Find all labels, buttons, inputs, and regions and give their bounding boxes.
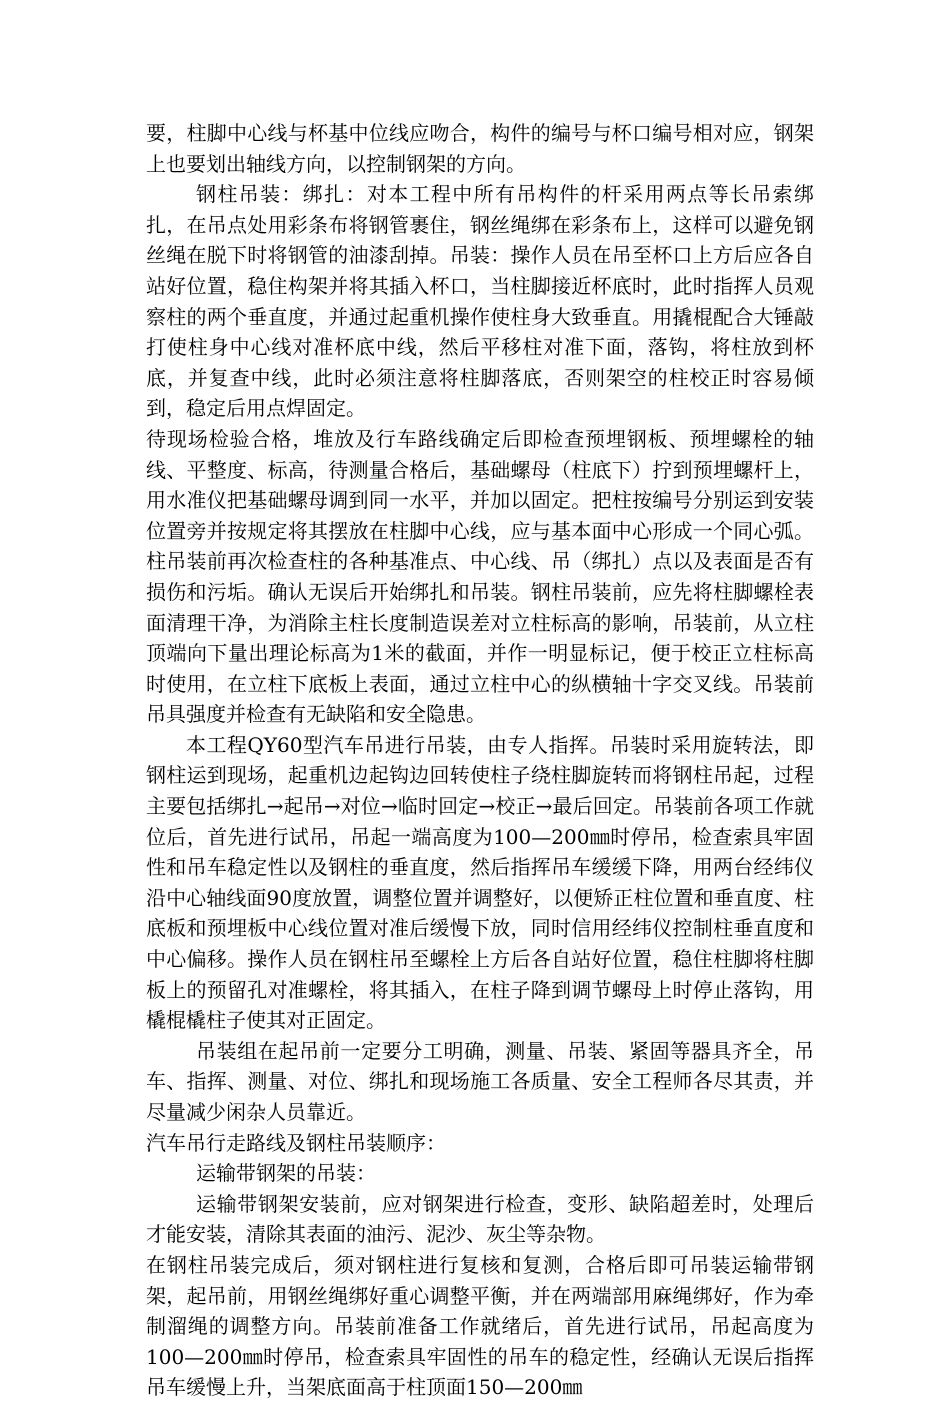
paragraph-hoisting-team-duties: 吊装组在起吊前一定要分工明确，测量、吊装、紧固等器具齐全，吊车、指挥、测量、对位、绑扎和现场施工各质量、安全工程师各尽其责，并尽量减少闲杂人员靠近。 xyxy=(146,1038,814,1124)
paragraph-crane-route-heading: 汽车吊行走路线及钢柱吊装顺序： xyxy=(146,1130,446,1155)
paragraph-conveyor-frame-lifting: 在钢柱吊装完成后，须对钢柱进行复核和复测，合格后即可吊装运输带钢架，起吊前，用钢丝绳绑好重心调整平衡，并在两端部用麻绳绑好，作为牵制溜绳的调整方向。吊装前准备工作就绪后，首先进行试吊，吊起高度为100—200㎜时停吊，检查索具牢固性的吊车的稳定性，经确认无误后指挥吊车缓慢上升，当架底面高于柱顶面150—200㎜ xyxy=(146,1252,814,1400)
paragraph-truck-crane-hoisting: 本工程QY60型汽车吊进行吊装，由专人指挥。吊装时采用旋转法，即钢柱运到现场，起重机边起钩边回转使柱子绕柱脚旋转而将钢柱吊起，过程主要包括绑扎→起吊→对位→临时回定→校正→最后回定。吊装前各项工作就位后，首先进行试吊，吊起一端高度为100—200㎜时停吊，检查索具牢固性和吊车稳定性以及钢柱的垂直度，然后指挥吊车缓缓下降，用两台经纬仪沿中心轴线面90度放置，调整位置并调整好，以便矫正柱位置和垂直度、柱底板和预埋板中心线位置对准后缓慢下放，同时信用经纬仪控制柱垂直度和中心偏移。操作人员在钢柱吊至螺栓上方后各自站好位置，稳住柱脚将柱脚板上的预留孔对准螺栓，将其插入，在柱子降到调节螺母上时停止落钩，用橇棍橇柱子使其对正固定。 xyxy=(146,732,814,1033)
paragraph-conveyor-frame-heading: 运输带钢架的吊装： xyxy=(196,1161,376,1186)
paragraph-conveyor-frame-inspection: 运输带钢架安装前，应对钢架进行检查，变形、缺陷超差时，处理后才能安装，清除其表面的油污、泥沙、灰尘等杂物。 xyxy=(146,1191,814,1247)
document-page xyxy=(146,118,814,1403)
paragraph-site-inspection: 待现场检验合格，堆放及行车路线确定后即检查预埋钢板、预埋螺栓的轴线、平整度、标高，待测量合格后，基础螺母（柱底下）拧到预埋螺杆上，用水准仪把基础螺母调到同一水平，并加以固定。把柱按编号分别运到安装位置旁并按规定将其摆放在柱脚中心线，应与基本面中心形成一个同心弧。柱吊装前再次检查柱的各种基准点、中心线、吊（绑扎）点以及表面是否有损伤和污垢。确认无误后开始绑扎和吊装。钢柱吊装前，应先将柱脚螺栓表面清理干净，为消除主柱长度制造误差对立柱标高的影响，吊装前，从立柱顶端向下量出理论标高为1米的截面，并作一明显标记，便于校正立柱标高时使用，在立柱下底板上表面，通过立柱中心的纵横轴十字交叉线。吊装前吊具强度并检查有无缺陷和安全隐患。 xyxy=(146,426,814,727)
paragraph-column-foot-alignment: 要，柱脚中心线与杯基中位线应吻合，构件的编号与杯口编号相对应，钢架上也要划出轴线方向，以控制钢架的方向。 xyxy=(146,121,814,176)
paragraph-column-hoisting-binding: 钢柱吊装：绑扎：对本工程中所有吊构件的杆采用两点等长吊索绑扎，在吊点处用彩条布将钢管裹住，钢丝绳绑在彩条布上，这样可以避免钢丝绳在脱下时将钢管的油漆刮掉。吊装：操作人员在吊至杯口上方后应各自站好位置，稳住构架并将其插入杯口，当柱脚接近杯底时，此时指挥人员观察柱的两个垂直度，并通过起重机操作使柱身大致垂直。用撬棍配合大锤敲打使柱身中心线对准杯底中线，然后平移柱对准下面，落钩，将柱放到杯底，并复查中线，此时必须注意将柱脚落底，否则架空的柱校正时容易倾到，稳定后用点焊固定。 xyxy=(146,182,814,421)
